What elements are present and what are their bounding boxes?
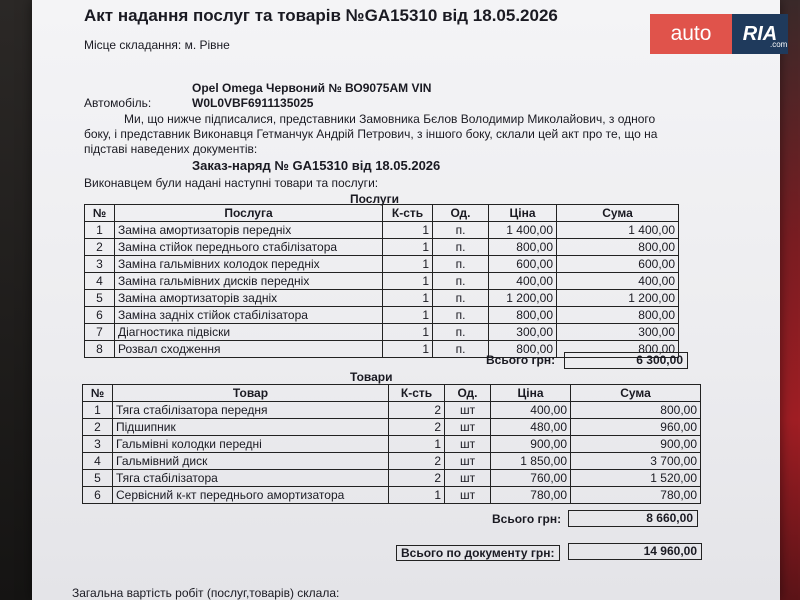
table-row [83, 487, 701, 504]
table-cell: 5 [83, 470, 113, 487]
col-header: Од. [433, 205, 489, 222]
table-row [85, 290, 679, 307]
table-cell: 2 [83, 419, 113, 436]
table-cell: 400,00 [557, 273, 679, 290]
table-cell: 800,00 [489, 239, 557, 256]
table-cell: 1 [383, 256, 433, 273]
table-cell: 900,00 [491, 436, 571, 453]
footer-text: Загальна вартість робіт (послуг,товарів) склала: [72, 586, 340, 600]
table-cell: 1 850,00 [491, 453, 571, 470]
table-row [83, 453, 701, 470]
col-header: Сума [557, 205, 679, 222]
table-cell: шт [445, 470, 491, 487]
table-cell: 1 [389, 487, 445, 504]
table-cell: 1 400,00 [557, 222, 679, 239]
autoria-watermark [650, 14, 788, 54]
table-cell: 1 200,00 [489, 290, 557, 307]
table-cell: 600,00 [489, 256, 557, 273]
table-cell: 1 [383, 290, 433, 307]
table-cell: Сервісний к-кт переднього амортизатора [113, 487, 389, 504]
table-cell: Тяга стабілізатора передня [113, 402, 389, 419]
table-cell: п. [433, 256, 489, 273]
table-cell: шт [445, 419, 491, 436]
table-row [85, 307, 679, 324]
table-cell: Заміна гальмівних дисків передніх [115, 273, 383, 290]
table-cell: 400,00 [489, 273, 557, 290]
table-cell: 760,00 [491, 470, 571, 487]
table-cell: 2 [389, 402, 445, 419]
services-total-value: 6 300,00 [564, 352, 688, 369]
goods-section-title: Товари [350, 370, 393, 384]
table-cell: 2 [85, 239, 115, 256]
table-row [85, 239, 679, 256]
table-cell: 3 [83, 436, 113, 453]
document-total-label: Всього по документу грн: [396, 545, 560, 561]
table-row [85, 222, 679, 239]
col-header: Послуга [115, 205, 383, 222]
table-cell: 1 [85, 222, 115, 239]
table-cell: 300,00 [557, 324, 679, 341]
table-cell: п. [433, 341, 489, 358]
table-cell: Заміна стійок переднього стабілізатора [115, 239, 383, 256]
table-cell: п. [433, 290, 489, 307]
table-header-row [85, 205, 679, 222]
col-header: Ціна [491, 385, 571, 402]
table-cell: шт [445, 402, 491, 419]
table-cell: 780,00 [571, 487, 701, 504]
table-cell: Тяга стабілізатора [113, 470, 389, 487]
table-row [85, 273, 679, 290]
table-cell: шт [445, 453, 491, 470]
col-header: № [83, 385, 113, 402]
table-cell: 1 200,00 [557, 290, 679, 307]
table-cell: 7 [85, 324, 115, 341]
table-cell: 800,00 [489, 341, 557, 358]
table-cell: 5 [85, 290, 115, 307]
document-total-value: 14 960,00 [568, 543, 702, 560]
order-title: Заказ-наряд № GA15310 від 18.05.2026 [192, 158, 441, 173]
table-cell: шт [445, 436, 491, 453]
col-header: К-сть [389, 385, 445, 402]
table-row [83, 436, 701, 453]
table-cell: 1 [389, 436, 445, 453]
table-header-row [83, 385, 701, 402]
table-cell: 480,00 [491, 419, 571, 436]
table-cell: 300,00 [489, 324, 557, 341]
col-header: Од. [445, 385, 491, 402]
table-cell: Гальмівні колодки передні [113, 436, 389, 453]
watermark-ria: RIA [732, 14, 788, 54]
table-cell: 2 [389, 419, 445, 436]
table-cell: 1 [383, 222, 433, 239]
table-cell: Заміна гальмівних колодок передніх [115, 256, 383, 273]
table-cell: 3 [85, 256, 115, 273]
document-title: Акт надання послуг та товарів №GA15310 від 18.05.2026 [84, 6, 558, 25]
car-label: Автомобіль: [84, 96, 152, 110]
table-cell: 800,00 [489, 307, 557, 324]
table-cell: 1 [383, 324, 433, 341]
services-section-title: Послуги [350, 192, 399, 206]
table-cell: 3 700,00 [571, 453, 701, 470]
table-cell: 960,00 [571, 419, 701, 436]
table-cell: 800,00 [557, 307, 679, 324]
table-cell: Заміна амортизаторів передніх [115, 222, 383, 239]
col-header: Сума [571, 385, 701, 402]
table-cell: п. [433, 324, 489, 341]
table-row [83, 402, 701, 419]
table-cell: 6 [85, 307, 115, 324]
table-cell: 4 [85, 273, 115, 290]
table-cell: 1 520,00 [571, 470, 701, 487]
table-cell: Гальмівний диск [113, 453, 389, 470]
table-cell: п. [433, 273, 489, 290]
table-cell: Заміна амортизаторів задніх [115, 290, 383, 307]
table-cell: 780,00 [491, 487, 571, 504]
table-cell: Розвал сходження [115, 341, 383, 358]
provided-text: Виконавцем були надані наступні товари та послуги: [84, 176, 379, 190]
goods-table [82, 384, 701, 504]
table-cell: п. [433, 222, 489, 239]
table-cell: 800,00 [571, 402, 701, 419]
table-cell: Підшипник [113, 419, 389, 436]
table-row [85, 256, 679, 273]
services-table [84, 204, 679, 358]
col-header: № [85, 205, 115, 222]
table-row [83, 419, 701, 436]
table-row [85, 324, 679, 341]
place-of-issue: Місце складання: м. Рівне [84, 38, 230, 52]
col-header: К-сть [383, 205, 433, 222]
table-cell: 800,00 [557, 341, 679, 358]
table-cell: 400,00 [491, 402, 571, 419]
table-cell: 8 [85, 341, 115, 358]
table-cell: Заміна задніх стійок стабілізатора [115, 307, 383, 324]
table-cell: 1 [383, 273, 433, 290]
goods-total-value: 8 660,00 [568, 510, 698, 527]
table-cell: Діагностика підвіски [115, 324, 383, 341]
table-cell: 1 [83, 402, 113, 419]
table-cell: шт [445, 487, 491, 504]
table-cell: п. [433, 239, 489, 256]
table-cell: п. [433, 307, 489, 324]
intro-paragraph: Ми, що нижче підписалися, представники Замовника Бєлов Володимир Миколайович, з одного боку, і представник Виконавця Гетманчук Андрій Петрович, з іншого боку, склали цей акт про те, що на підставі наведених документів: [84, 112, 658, 156]
table-cell: 900,00 [571, 436, 701, 453]
table-row [83, 470, 701, 487]
col-header: Ціна [489, 205, 557, 222]
table-cell: 6 [83, 487, 113, 504]
watermark-com: .com [770, 40, 788, 49]
table-cell: 1 [383, 341, 433, 358]
col-header: Товар [113, 385, 389, 402]
table-cell: 600,00 [557, 256, 679, 273]
table-cell: 1 [383, 307, 433, 324]
table-cell: 4 [83, 453, 113, 470]
car-vin: W0L0VBF6911135025 [192, 96, 314, 110]
car-model-line: Opel Omega Червоний № ВО9075АМ VIN [192, 81, 432, 95]
table-cell: 1 [383, 239, 433, 256]
table-cell: 1 400,00 [489, 222, 557, 239]
watermark-auto: auto [650, 14, 732, 54]
table-cell: 2 [389, 470, 445, 487]
table-cell: 800,00 [557, 239, 679, 256]
services-total-label: Всього грн: [486, 353, 556, 367]
table-cell: 2 [389, 453, 445, 470]
goods-total-label: Всього грн: [492, 512, 562, 526]
